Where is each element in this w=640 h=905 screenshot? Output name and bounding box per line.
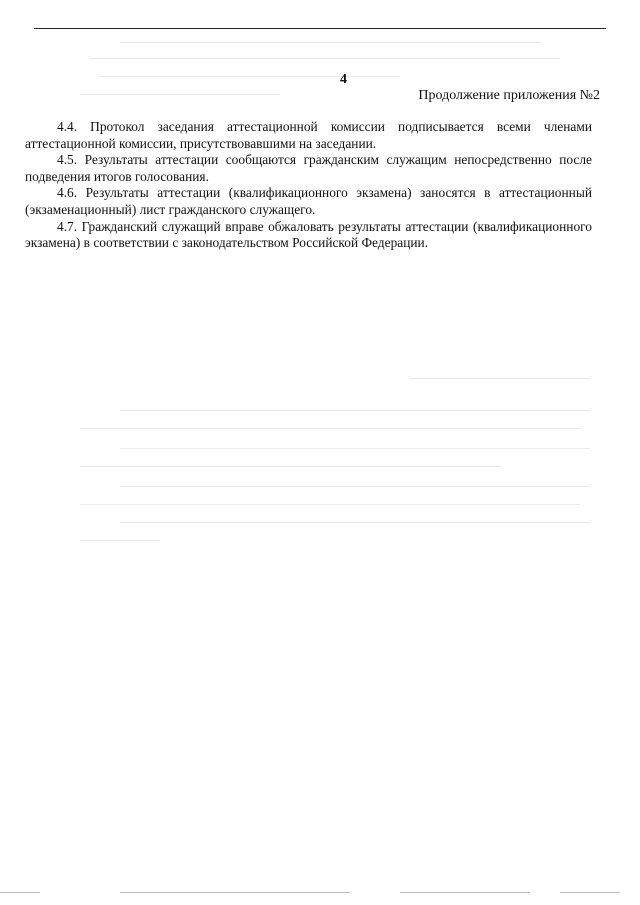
show-through-middle (80, 370, 590, 550)
top-rule (34, 28, 606, 29)
bottom-edge-marks (0, 892, 640, 898)
paragraph-4-5: 4.5. Результаты аттестации сообщаются гражданским служащим непосредственно после подведения итогов голосования. (25, 152, 592, 184)
paragraph-4-6: 4.6. Результаты аттестации (квалификационного экзамена) заносятся в аттестационный (экзаменационный) лист гражданского служащего. (25, 185, 592, 217)
body-text (25, 119, 592, 252)
paragraph-4-4: 4.4. Протокол заседания аттестационной комиссии подписывается всеми членами аттестационной комиссии, присутствовавшими на заседании. (25, 119, 592, 151)
paragraph-4-7: 4.7. Гражданский служащий вправе обжаловать результаты аттестации (квалификационного экзамена) в соответствии с законодательством Российской Федерации. (25, 218, 592, 251)
continuation-label: Продолжение приложения №2 (418, 88, 600, 103)
page-number: 4 (340, 72, 347, 87)
